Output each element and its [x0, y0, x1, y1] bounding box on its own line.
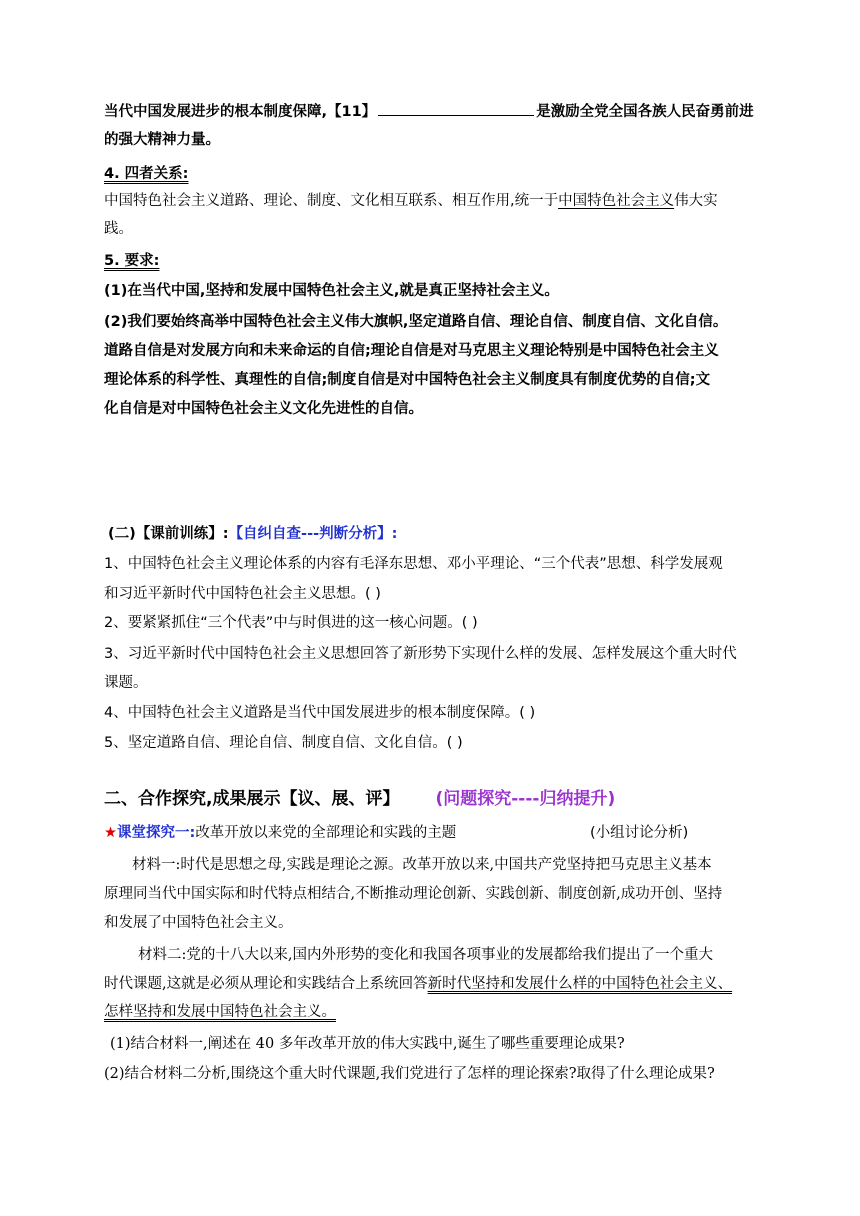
training-item-2: 2、要紧紧抓住“三个代表”中与时俱进的这一核心问题。( ) [104, 615, 478, 631]
material-1-l3: 和发展了中国特色社会主义。 [104, 915, 293, 931]
section-4-heading [104, 160, 760, 188]
training-item-5: 5、坚定道路自信、理论自信、制度自信、文化自信。( ) [104, 735, 463, 751]
intro-text-after: 是激励全党全国各族人民奋勇前进 [536, 104, 754, 120]
star-icon: ★ [104, 825, 117, 841]
section-5-p2-l1: (2)我们要始终高举中国特色社会主义伟大旗帜,坚定道路自信、理论自信、制度自信、文化自信。 [104, 314, 728, 330]
cooperation-heading-text: 二、合作探究,成果展示【议、展、评】 [104, 789, 400, 809]
section-4-text-line2: 践。 [104, 221, 133, 237]
training-item-4: 4、中国特色社会主义道路是当代中国发展进步的根本制度保障。( ) [104, 705, 536, 721]
section-4-text-after: 伟大实 [674, 193, 718, 209]
training-item-3-l1: 3、习近平新时代中国特色社会主义思想回答了新形势下实现什么样的发展、怎样发展这个重大时代 [104, 646, 737, 662]
explore-note: (小组讨论分析) [590, 825, 689, 841]
section-5-heading [104, 247, 760, 275]
material-1-l2: 原理同当代中国实际和时代特点相结合,不断推动理论创新、实践创新、制度创新,成功开创、坚持 [104, 886, 723, 902]
material-2-l3 [104, 998, 760, 1026]
question-1: (1)结合材料一,阐述在 40 多年改革开放的伟大实践中,诞生了哪些重要理论成果? [110, 1036, 625, 1052]
explore-topic: 改革开放以来党的全部理论和实践的主题 [195, 825, 457, 841]
training-item-3-l2: 课题。 [104, 675, 148, 691]
material-2-l1: 材料二:党的十八大以来,国内外形势的变化和我国各项事业的发展都给我们提出了一个重大 [138, 947, 713, 963]
material-1-l1: 材料一:时代是思想之母,实践是理论之源。改革开放以来,中国共产党坚持把马克思主义基本 [132, 857, 712, 873]
training-heading-text: (二)【课前训练】: [108, 526, 229, 542]
section-5-p2-l3: 理论体系的科学性、真理性的自信;制度自信是对中国特色社会主义制度具有制度优势的自信;文 [104, 372, 711, 388]
intro-text-before: 当代中国发展进步的根本制度保障,【11】 [104, 104, 377, 120]
cooperation-heading [104, 785, 760, 813]
material-2-l3-underlined: 怎样坚持和发展中国特色社会主义。 [104, 1004, 336, 1020]
material-2-l2-underlined: 新时代坚持和发展什么样的中国特色社会主义、 [427, 976, 733, 992]
material-2-l2-text: 时代课题,这就是必须从理论和实践结合上系统回答 [104, 976, 428, 992]
material-2-l2 [104, 970, 760, 998]
section-4-heading-text: 4. 四者关系: [104, 166, 189, 182]
section-4-text-underlined: 中国特色社会主义 [558, 193, 675, 209]
training-item-1-l2: 和习近平新时代中国特色社会主义思想。( ) [104, 586, 381, 602]
section-5-p2-l2: 道路自信是对发展方向和未来命运的自信;理论自信是对马克思主义理论特别是中国特色社会主义 [104, 343, 719, 359]
section-5-p1: (1)在当代中国,坚持和发展中国特色社会主义,就是真正坚持社会主义。 [104, 283, 559, 299]
training-heading-blue: 【自纠自查---判断分析】: [228, 526, 398, 542]
section-4-text-before: 中国特色社会主义道路、理论、制度、文化相互联系、相互作用,统一于 [104, 193, 559, 209]
explore-label: 课堂探究一: [117, 825, 196, 841]
training-heading [108, 520, 764, 548]
answer-blank-11[interactable] [378, 101, 534, 116]
training-item-1-l1: 1、中国特色社会主义理论体系的内容有毛泽东思想、邓小平理论、“三个代表”思想、科学发展观 [104, 556, 723, 572]
cooperation-heading-purple: (问题探究----归纳提升) [435, 789, 616, 809]
section-4-text [104, 187, 760, 215]
section-5-heading-text: 5. 要求: [104, 253, 160, 269]
intro-line-2: 的强大精神力量。 [104, 132, 220, 148]
section-5-p2-l4: 化自信是对中国特色社会主义文化先进性的自信。 [104, 401, 423, 417]
question-2: (2)结合材料二分析,围绕这个重大时代课题,我们党进行了怎样的理论探索?取得了什么理论成果? [104, 1066, 715, 1082]
intro-line-1 [104, 98, 760, 126]
